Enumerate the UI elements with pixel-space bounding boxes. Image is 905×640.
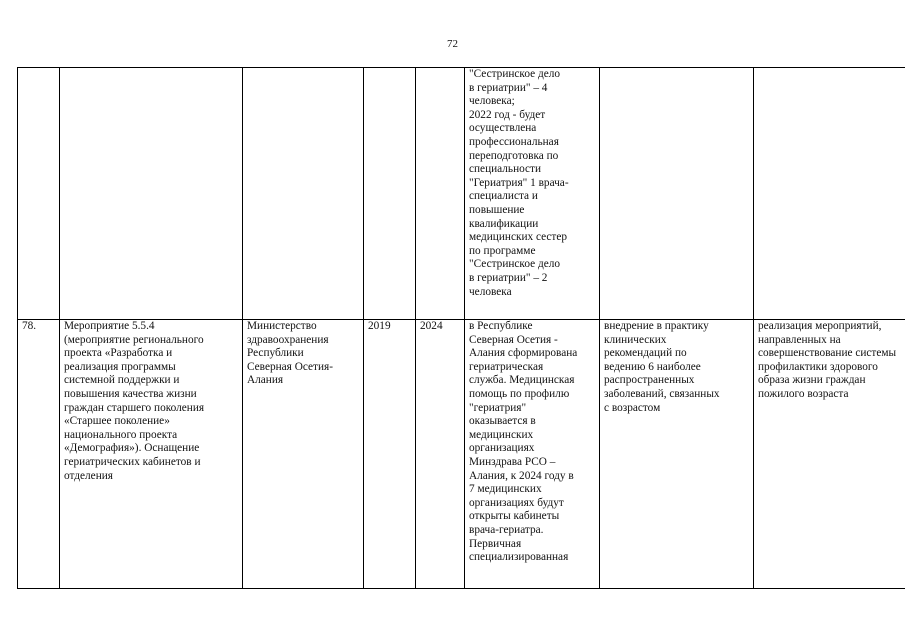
cell-number bbox=[18, 68, 60, 320]
cell-start-year: 2019 bbox=[364, 320, 416, 589]
cell-end-year: 2024 bbox=[416, 320, 465, 589]
program-activities-table bbox=[17, 67, 905, 589]
cell-executor bbox=[243, 68, 364, 320]
cell-end-year bbox=[416, 68, 465, 320]
cell-indicator bbox=[600, 68, 754, 320]
cell-indicator: внедрение в практику клинических рекомендаций по ведению 6 наиболее распространенных заболеваний, связанных с возрастом bbox=[600, 320, 754, 589]
cell-executor: Министерство здравоохранения Республики Северная Осетия- Алания bbox=[243, 320, 364, 589]
cell-activity-title: Мероприятие 5.5.4 (мероприятие регионального проекта «Разработка и реализация программы системной поддержки и повышения качества жизни граждан старшего поколения «Старшее поколение» национального проекта «Демография»). Оснащение гериатрических кабинетов и отделения bbox=[60, 320, 243, 589]
cell-activity-title bbox=[60, 68, 243, 320]
cell-effect: реализация мероприятий, направленных на совершенствование системы профилактики здорового образа жизни граждан пожилого возраста bbox=[754, 320, 905, 589]
cell-number: 78. bbox=[18, 320, 60, 589]
cell-expected-result: в Республике Северная Осетия - Алания сформирована гериатрическая служба. Медицинская помощь по профилю "гериатрия" оказывается в медицинских организациях Минздрава РСО – Алания, к 2024 году в 7 медицинских организациях будут открыты кабинеты врача-гериатра. Первичная специализированная bbox=[465, 320, 600, 589]
table-row-continuation bbox=[18, 68, 905, 320]
table-row-78 bbox=[18, 320, 905, 589]
page-number: 72 bbox=[447, 38, 458, 50]
cell-expected-result: "Сестринское дело в гериатрии" – 4 человека; 2022 год - будет осуществлена профессиональная переподготовка по специальности "Гериатрия" 1 врача- специалиста и повышение квалификации медицинских сестер по программе "Сестринское дело в гериатрии" – 2 человека bbox=[465, 68, 600, 320]
cell-effect bbox=[754, 68, 905, 320]
cell-start-year bbox=[364, 68, 416, 320]
